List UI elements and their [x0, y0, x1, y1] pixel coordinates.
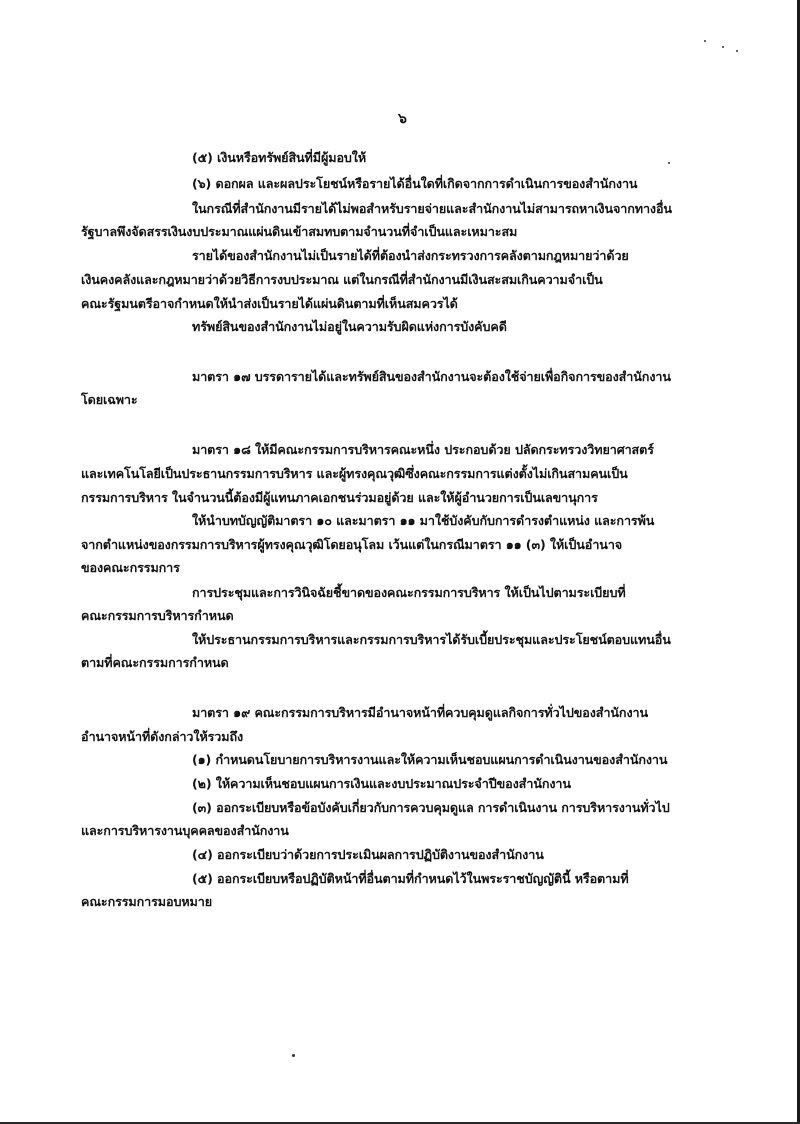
text-line: ให้ประธานกรรมการบริหารและกรรมการบริหารได้รับเบี้ยประชุมและประโยชน์ตอบแทนอื่น — [192, 632, 671, 647]
text-line: รัฐบาลพึงจัดสรรเงินงบประมาณแผ่นดินเข้าสมทบตามจำนวนที่จำเป็นและเหมาะสม — [81, 224, 518, 239]
text-line: (๕) เงินหรือทรัพย์สินที่มีผู้มอบให้ — [192, 150, 367, 165]
text-line: (๓) ออกระเบียบหรือข้อบังคับเกี่ยวกับการควบคุมดูแล การดำเนินงาน การบริหารงานทั่วไป — [192, 800, 670, 815]
text-line: การประชุมและการวินิจฉัยชี้ขาดของคณะกรรมการบริหาร ให้เป็นไปตามระเบียบที่ — [192, 585, 626, 600]
text-line: ทรัพย์สินของสำนักงานไม่อยู่ในความรับผิดแห่งการบังคับคดี — [192, 319, 507, 334]
text-line: คณะกรรมการมอบหมาย — [81, 894, 213, 909]
text-line: ให้นำบทบัญญัติมาตรา ๑๐ และมาตรา ๑๑ มาใช้บังคับกับการดำรงตำแหน่ง และการพ้น — [192, 513, 655, 528]
scan-speck — [704, 40, 706, 42]
page-number: ๖ — [398, 111, 407, 127]
text-line: (๔) ออกระเบียบว่าด้วยการประเมินผลการปฏิบัติงานของสำนักงาน — [192, 847, 544, 862]
text-line: และเทคโนโลยีเป็นประธานกรรมการบริหาร และผู้ทรงคุณวุฒิซึ่งคณะกรรมการแต่งตั้งไม่เกินสามคนเป็น — [81, 466, 628, 481]
text-line: เงินคงคลังและกฎหมายว่าด้วยวิธีการงบประมาณ แต่ในกรณีที่สำนักงานมีเงินสะสมเกินความจำเป็น — [81, 272, 603, 287]
text-line: ในกรณีที่สำนักงานมีรายได้ไม่พอสำหรับรายจ่ายและสำนักงานไม่สามารถหาเงินจากทางอื่น — [192, 201, 672, 216]
text-line: (๖) ดอกผล และผลประโยชน์หรือรายได้อื่นใดที่เกิดจากการดำเนินการของสำนักงาน — [192, 176, 638, 191]
text-line: โดยเฉพาะ — [81, 392, 138, 407]
text-line: (๒) ให้ความเห็นชอบแผนการเงินและงบประมาณประจำปีของสำนักงาน — [192, 776, 571, 791]
text-line: รายได้ของสำนักงานไม่เป็นรายได้ที่ต้องนำส่งกระทรวงการคลังตามกฎหมายว่าด้วย — [192, 248, 629, 263]
text-line: มาตรา ๑๘ ให้มีคณะกรรมการบริหารคณะหนึ่ง ประกอบด้วย ปลัดกระทรวงวิทยาศาสตร์ — [192, 442, 654, 457]
text-line: ของคณะกรรมการ — [81, 560, 180, 575]
text-line: มาตรา ๑๗ บรรดารายได้และทรัพย์สินของสำนักงานจะต้องใช้จ่ายเพื่อกิจการของสำนักงาน — [192, 369, 671, 384]
scan-speck — [668, 162, 670, 164]
text-line: ตามที่คณะกรรมการกำหนด — [81, 655, 229, 670]
text-line: กรรมการบริหาร ในจำนวนนี้ต้องมีผู้แทนภาคเอกชนร่วมอยู่ด้วย และให้ผู้อำนวยการเป็นเลขานุการ — [81, 490, 598, 505]
text-line: คณะกรรมการบริหารกำหนด — [81, 608, 234, 623]
scan-speck — [736, 50, 738, 52]
scan-speck — [722, 46, 724, 48]
text-line: (๑) กำหนดนโยบายการบริหารงานและให้ความเห็นชอบแผนการดำเนินงานของสำนักงาน — [192, 752, 668, 767]
text-line: มาตรา ๑๙ คณะกรรมการบริหารมีอำนาจหน้าที่ควบคุมดูแลกิจการทั่วไปของสำนักงาน — [192, 705, 648, 720]
text-line: จากตำแหน่งของกรรมการบริหารผู้ทรงคุณวุฒิโดยอนุโลม เว้นแต่ในกรณีมาตรา ๑๑ (๓) ให้เป็นอำนาจ — [81, 537, 623, 552]
text-line: อำนาจหน้าที่ดังกล่าวให้รวมถึง — [81, 729, 244, 744]
text-line: และการบริหารงานบุคคลของสำนักงาน — [81, 823, 289, 838]
scan-speck — [292, 1054, 295, 1057]
text-line: (๕) ออกระเบียบหรือปฏิบัติหน้าที่อื่นตามที่กำหนดไว้ในพระราชบัญญัตินี้ หรือตามที่ — [192, 871, 629, 886]
text-line: คณะรัฐมนตรีอาจกำหนดให้นำส่งเป็นรายได้แผ่นดินตามที่เห็นสมควรได้ — [81, 296, 458, 311]
